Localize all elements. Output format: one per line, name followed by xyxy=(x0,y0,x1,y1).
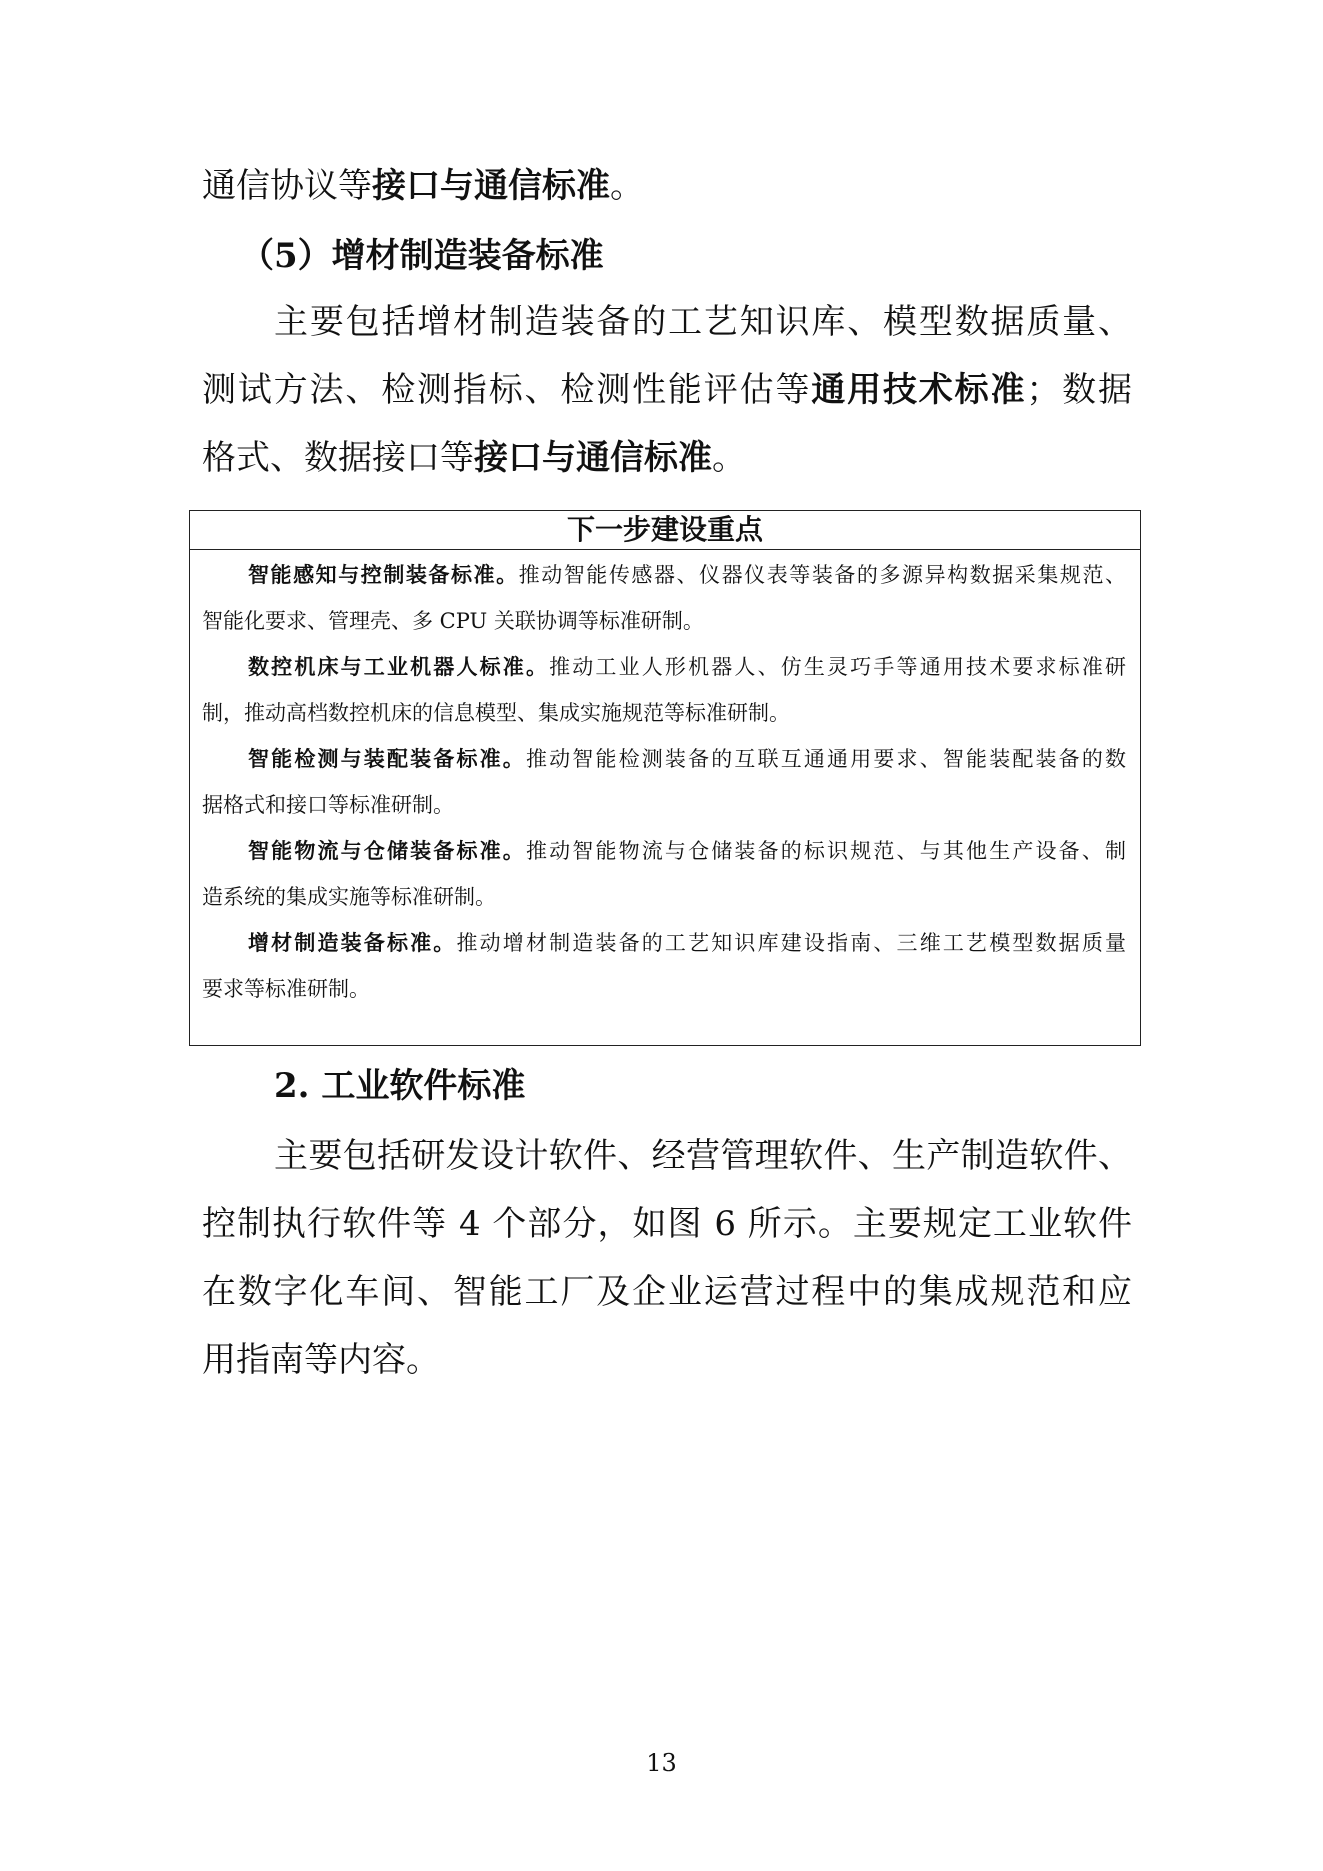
bold-term: 接口与通信标准 xyxy=(372,166,610,206)
box-item-line: 数控机床与工业机器人标准。推动工业人形机器人、仿生灵巧手等通用技术要求标准研 xyxy=(248,654,1126,679)
box-item-line: 据格式和接口等标准研制。 xyxy=(202,793,454,817)
key-points-box xyxy=(189,510,1141,1046)
section-heading: （5）增材制造装备标准 xyxy=(240,236,604,276)
box-item-line: 造系统的集成实施等标准研制。 xyxy=(202,885,496,909)
body-line: 测试方法、检测指标、检测性能评估等通用技术标准；数据 xyxy=(202,370,1133,410)
body-line: 主要包括增材制造装备的工艺知识库、模型数据质量、 xyxy=(274,302,1132,342)
box-item-line: 智能化要求、管理壳、多 CPU 关联协调等标准研制。 xyxy=(202,609,704,633)
body-line: 格式、数据接口等接口与通信标准。 xyxy=(202,438,746,478)
page-number: 13 xyxy=(646,1749,677,1777)
box-item-line: 智能检测与装配装备标准。推动智能检测装备的互联互通通用要求、智能装配装备的数 xyxy=(248,746,1127,771)
box-item-line: 智能物流与仓储装备标准。推动智能物流与仓储装备的标识规范、与其他生产设备、制 xyxy=(248,838,1127,863)
box-item-line: 要求等标准研制。 xyxy=(202,977,370,1001)
box-title: 下一步建设重点 xyxy=(190,511,1140,550)
body-line: 控制执行软件等 4 个部分，如图 6 所示。主要规定工业软件 xyxy=(202,1204,1132,1244)
box-item-line: 智能感知与控制装备标准。推动智能传感器、仪器仪表等装备的多源异构数据采集规范、 xyxy=(248,562,1127,587)
bold-term: 接口与通信标准 xyxy=(474,438,712,478)
body-line: 通信协议等接口与通信标准。 xyxy=(202,166,644,206)
bold-term: 通用技术标准 xyxy=(811,370,1027,410)
box-item-line: 增材制造装备标准。推动增材制造装备的工艺知识库建设指南、三维工艺模型数据质量 xyxy=(248,930,1127,955)
body-line: 主要包括研发设计软件、经营管理软件、生产制造软件、 xyxy=(274,1136,1132,1176)
body-line: 用指南等内容。 xyxy=(202,1340,440,1380)
body-line: 在数字化车间、智能工厂及企业运营过程中的集成规范和应 xyxy=(202,1272,1132,1312)
section-heading: 2. 工业软件标准 xyxy=(274,1066,526,1106)
box-item-line: 制，推动高档数控机床的信息模型、集成实施规范等标准研制。 xyxy=(202,701,790,725)
